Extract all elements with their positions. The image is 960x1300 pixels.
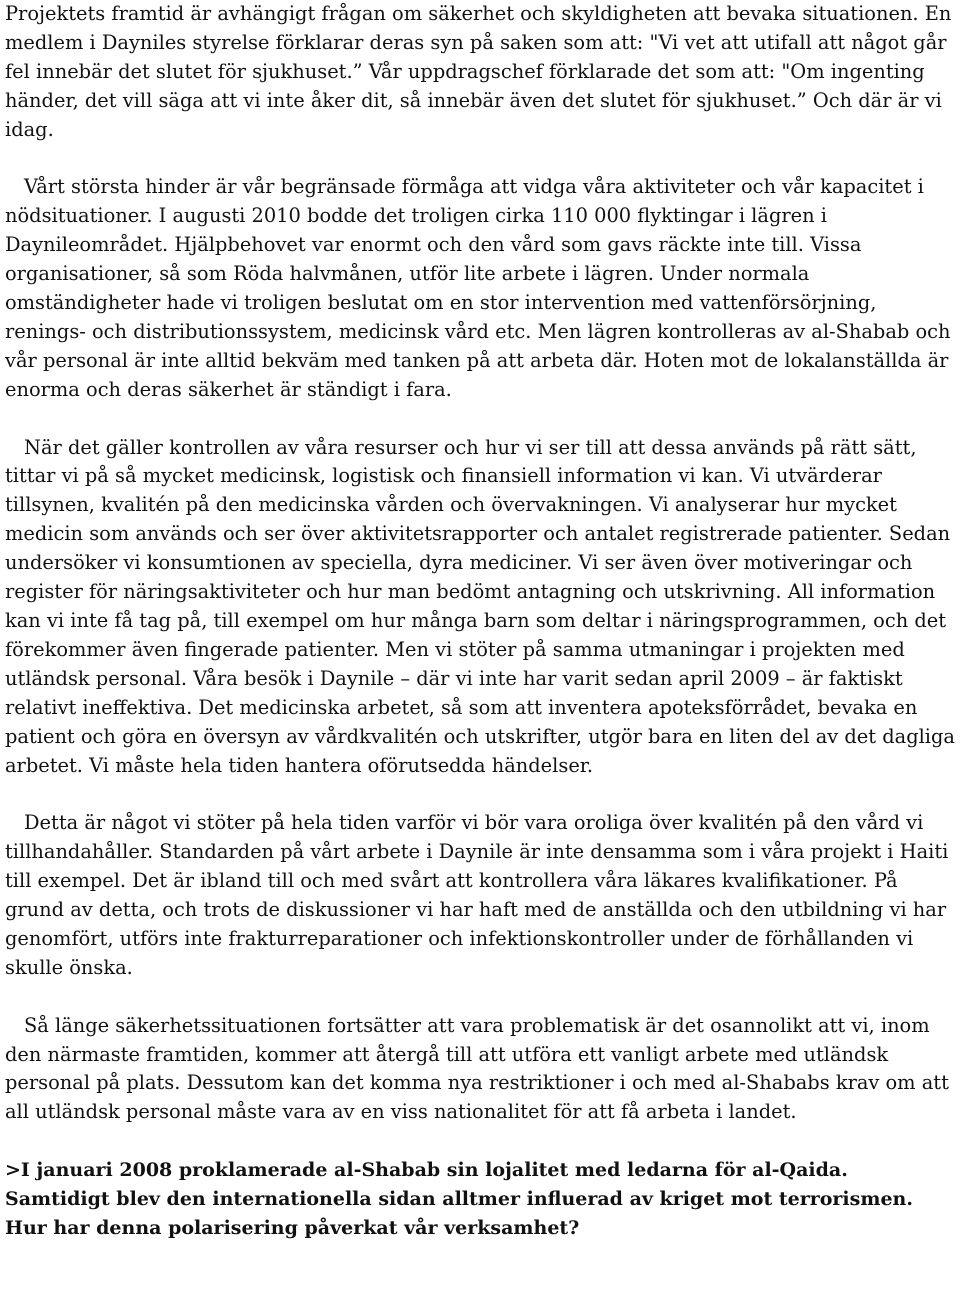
interview-question: >I januari 2008 proklamerade al-Shabab sin lojalitet med ledarna för al-Qaida. Samtidigt blev den internationella sidan alltmer influerad av kriget mot terrorismen. Hur har denna polarisering påverkat vår verksamhet? — [5, 1159, 913, 1239]
paragraph-security-situation: Så länge säkerhetssituationen fortsätter att vara problematisk är det osannolikt att vi, inom den närmaste framtiden, kommer att återgå till att utföra ett vanligt arbete med utländsk personal på plats. Dessutom kan det komma nya restriktioner i och med al-Shababs krav om att all utländsk personal måste vara av en viss nationalitet för att få arbeta i landet. — [5, 1013, 949, 1124]
paragraph-biggest-obstacle: Vårt största hinder är vår begränsade förmåga att vidga våra aktiviteter och vår kapacitet i nödsituationer. I augusti 2010 bodde det troligen cirka 110 000 flyktingar i lägren i Daynileområdet. Hjälpbehovet var enormt och den vård som gavs räckte inte till. Vissa organisationer, så som Röda halvmånen, utför lite arbete i lägren. Under normala omständigheter hade vi troligen beslutat om en stor intervention med vattenförsörjning, renings- och distributionssystem, medicinsk vård etc. Men lägren kontrolleras av al-Shabab och vår personal är inte alltid bekväm med tanken på att arbeta där. Hoten mot de lokalanställda är enorma och deras säkerhet är ständigt i fara. — [5, 175, 951, 401]
paragraph-resource-control: När det gäller kontrollen av våra resurser och hur vi ser till att dessa används på rätt sätt, tittar vi på så mycket medicinsk, logistisk och finansiell information vi kan. Vi utvärderar tillsynen, kvalitén på den medicinska vården och övervakningen. Vi analyserar hur mycket medicin som används och ser över aktivitetsrapporter och antalet registrerade patienter. Sedan undersöker vi konsumtionen av speciella, dyra mediciner. Vi ser även över motiveringar och register för näringsaktiviteter och hur man bedömt antagning och utskrivning. All information kan vi inte få tag på, till exempel om hur många barn som deltar i näringsprogrammen, och det förekommer även fingerade patienter. Men vi stöter på samma utmaningar i projekten med utländsk personal. Våra besök i Daynile – där vi inte har varit sedan april 2009 – är faktiskt relativt ineffektiva. Det medicinska arbetet, så som att inventera apoteksförrådet, bevaka en patient och göra en översyn av vårdkvalitén och utskrifter, utgör bara en liten del av det dagliga arbetet. Vi måste hela tiden hantera oförutsedda händelser. — [5, 435, 955, 777]
paragraph-project-future: Projektets framtid är avhängigt frågan om säkerhet och skyldigheten att bevaka situationen. En medlem i Dayniles styrelse förklarar deras syn på saken som att: "Vi vet att utifall att något går fel innebär det slutet för sjukhuset.” Vår uppdragschef förklarade det som att: "Om ingenting händer, det vill säga att vi inte åker dit, så innebär även det slutet för sjukhuset.” Och där är vi idag. — [5, 2, 952, 141]
paragraph-care-quality: Detta är något vi stöter på hela tiden varför vi bör vara oroliga över kvalitén på den vård vi tillhandahåller. Standarden på vårt arbete i Daynile är inte densamma som i våra projekt i Haiti till exempel. Det är ibland till och med svårt att kontrollera våra läkares kvalifikationer. På grund av detta, och trots de diskussioner vi har haft med de anställda och den utbildning vi har genomfört, utförs inte frakturreparationer och infektionskontroller under de förhållanden vi skulle önska. — [5, 811, 949, 979]
document-page — [5, 0, 957, 1243]
